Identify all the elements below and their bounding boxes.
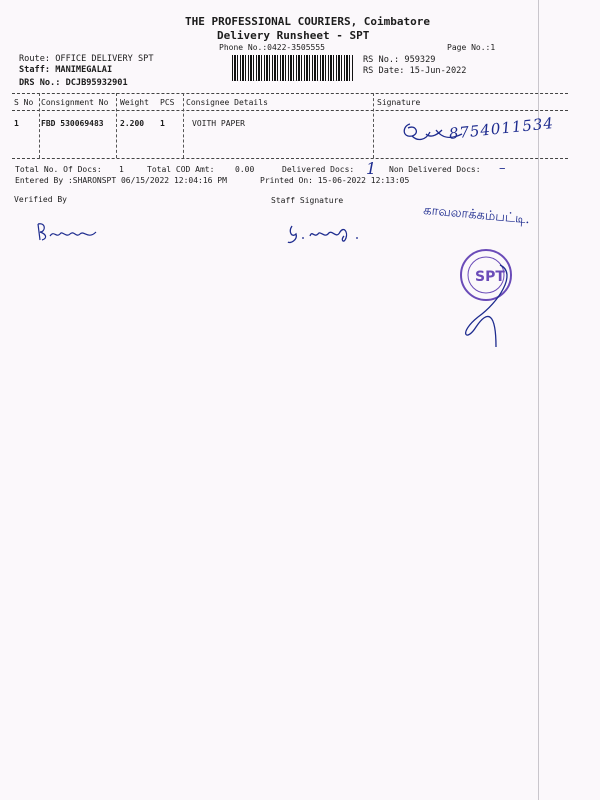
printed-on: Printed On: 15-06-2022 12:13:05 [260,176,410,185]
col-divider [116,93,117,158]
company-name: THE PROFESSIONAL COURIERS, Coimbatore [185,15,431,28]
table-bottom-rule [12,158,568,159]
route: Route: OFFICE DELIVERY SPT [19,54,154,64]
phone-number: Phone No.:0422-3505555 [219,43,325,52]
total-docs-value: 1 [119,165,124,174]
header-sno: S No [14,98,34,107]
header-consignment: Consignment No [41,98,109,107]
row-sno: 1 [14,119,19,128]
verified-by-label: Verified By [14,195,67,204]
row-pcs: 1 [160,119,165,128]
total-docs-label: Total No. Of Docs: [15,165,102,174]
stamp-text: SPT [475,269,505,285]
entered-by: Entered By :SHARONSPT 06/15/2022 12:04:16 PM [15,176,227,185]
col-divider [39,93,40,158]
page-number: Page No.:1 [447,43,496,52]
total-cod-label: Total COD Amt: [147,165,215,174]
barcode [232,55,354,81]
row-consignee: VOITH PAPER [192,119,245,128]
header-signature: Signature [377,98,421,107]
row-consignment: FBD 530069483 [41,119,104,128]
non-delivered-docs-label: Non Delivered Docs: [389,165,481,174]
col-divider [183,93,184,158]
header-consignee: Consignee Details [186,98,268,107]
delivered-docs-value: 1 [366,159,377,178]
non-delivered-docs-value: – [499,161,506,176]
document-title: Delivery Runsheet - SPT [217,29,370,42]
drs-number: DRS No.: DCJB95932901 [19,78,128,88]
staff-signature-label: Staff Signature [271,196,344,205]
staff: Staff: MANIMEGALAI [19,65,113,75]
total-cod-value: 0.00 [235,165,255,174]
spt-stamp [448,243,528,353]
receiver-phone: 8754011534 [448,113,555,143]
rs-number: RS No.: 959329 [363,55,436,65]
table-top-rule [12,93,568,94]
rs-date: RS Date: 15-Jun-2022 [363,66,467,76]
header-weight: Weight [120,98,149,107]
tamil-handwritten-note: காவலாக்கம்பட்டி. [422,203,531,228]
staff-handwritten-signature [284,218,374,248]
verifier-signature [32,218,102,246]
table-header-rule [12,110,568,111]
col-divider [373,93,374,158]
header-pcs: PCS [160,98,175,107]
row-weight: 2.200 [120,119,145,128]
delivered-docs-label: Delivered Docs: [282,165,355,174]
